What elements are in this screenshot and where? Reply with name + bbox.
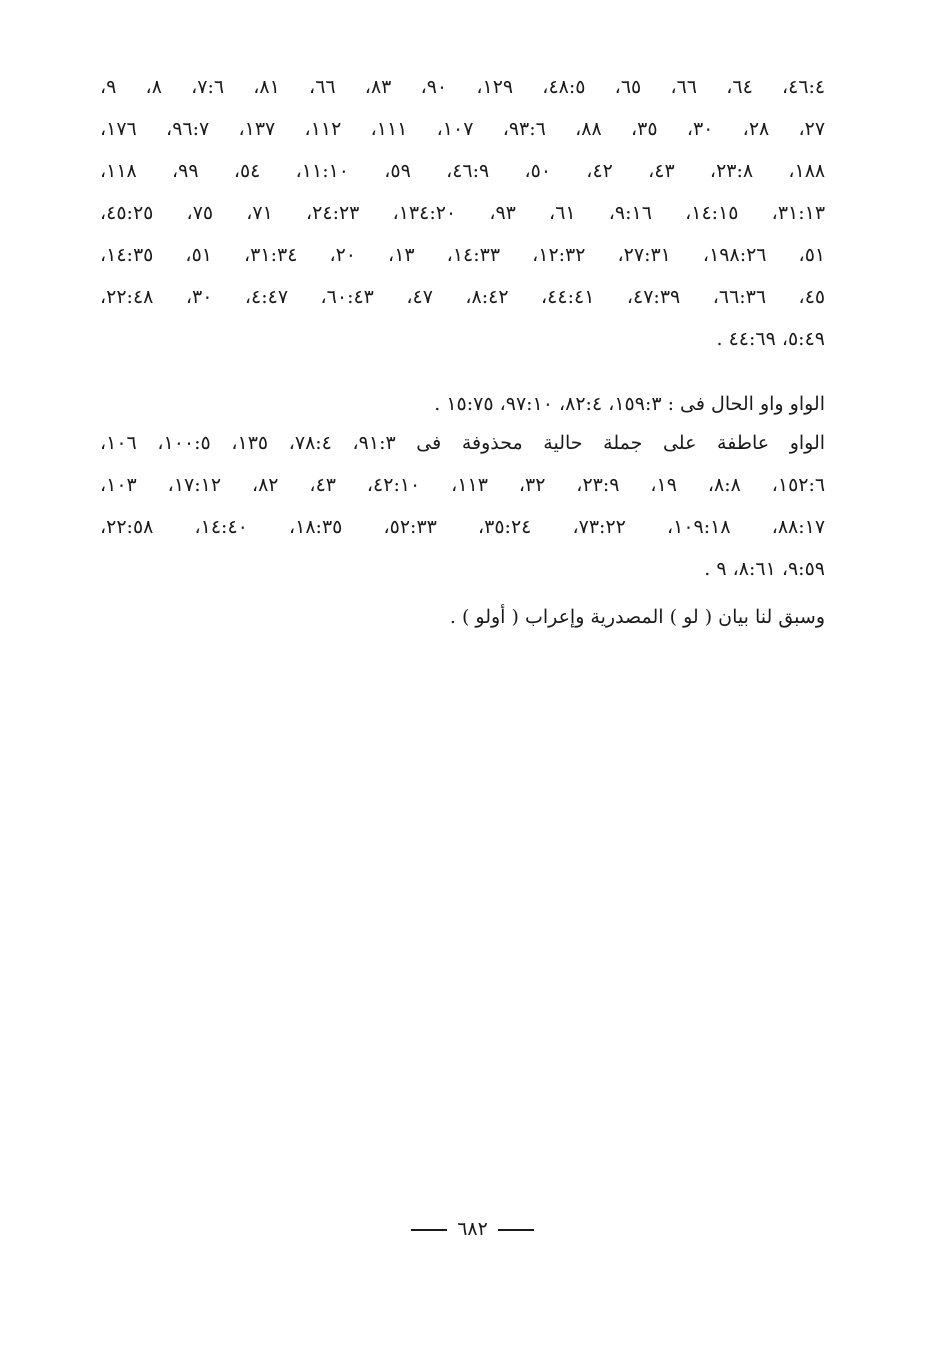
- page-number-dash-left: [411, 1229, 447, 1231]
- references-line-1: ٤٦:٤، ٦٤، ٦٦، ٦٥، ٤٨:٥، ١٢٩، ٩٠، ٨٣، ٦٦، ٨١، ٧:٦، ٨، ٩،: [100, 76, 825, 98]
- page-number: [0, 1218, 945, 1240]
- references-line-2: ٢٧، ٢٨، ٣٠، ٣٥، ٨٨، ٩٣:٦، ١٠٧، ١١١، ١١٢، ١٣٧، ٩٦:٧، ١٧٦،: [100, 118, 825, 140]
- references-line-3: ١٨٨، ٢٣:٨، ٤٣، ٤٢، ٥٠، ٤٦:٩، ٥٩، ١١:١٠، ٥٤، ٩٩، ١١٨،: [100, 160, 825, 182]
- page-number-dash-right: [498, 1229, 534, 1231]
- waw-hal-paragraph: [100, 383, 825, 423]
- references-line-4: ٣١:١٣، ١٤:١٥، ٩:١٦، ٦١، ٩٣، ١٣٤:٢٠، ٢٤:٢٣، ٧١، ٧٥، ٤٥:٢٥،: [100, 202, 825, 224]
- waw-atifa-line-4: ٩:٥٩، ٨:٦١، ٩ .: [704, 558, 825, 580]
- waw-hal-line: الواو واو الحال فى : ١٥٩:٣، ٨٢:٤، ٩٧:١٠، ١٥:٧٥ .: [434, 393, 825, 415]
- waw-atifa-paragraph: [100, 422, 825, 592]
- waw-atifa-line-1: الواو عاطفة على جملة حالية محذوفة فى ٩١:٣، ٧٨:٤، ١٣٥، ١٠٠:٥، ١٠٦،: [100, 432, 825, 454]
- waw-atifa-line-3: ٨٨:١٧، ١٠٩:١٨، ٧٣:٢٢، ٣٥:٢٤، ٥٢:٣٣، ١٨:٣٥، ١٤:٤٠، ٢٢:٥٨،: [100, 516, 825, 538]
- closing-paragraph: [100, 596, 825, 636]
- references-paragraph: [100, 66, 825, 366]
- references-line-6: ٤٥، ٦٦:٣٦، ٤٧:٣٩، ٤٤:٤١، ٨:٤٢، ٤٧، ٦٠:٤٣، ٤:٤٧، ٣٠، ٢٢:٤٨،: [100, 286, 825, 308]
- references-line-7: ٥:٤٩، ٤٤:٦٩ .: [716, 328, 825, 350]
- page-number-value: ٦٨٢: [457, 1218, 488, 1240]
- waw-atifa-line-2: ١٥٢:٦، ٨:٨، ١٩، ٢٣:٩، ٣٢، ١١٣، ٤٢:١٠، ٤٣، ٨٢، ١٧:١٢، ١٠٣،: [100, 474, 825, 496]
- closing-line: وسبق لنا بيان ( لو ) المصدرية وإعراب ( أولو ) .: [449, 606, 825, 628]
- references-line-5: ٥١، ١٩٨:٢٦، ٢٧:٣١، ١٢:٣٢، ١٤:٣٣، ١٣، ٢٠، ٣١:٣٤، ٥١، ١٤:٣٥،: [100, 244, 825, 266]
